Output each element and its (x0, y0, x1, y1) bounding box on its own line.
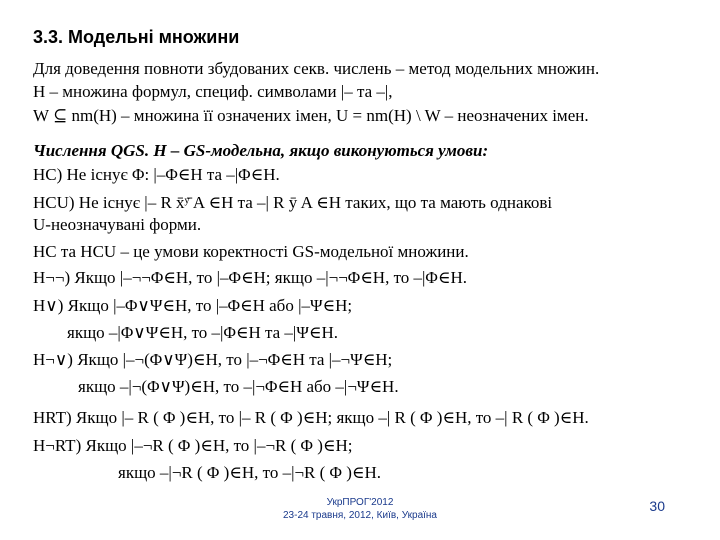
text-line-1: Для доведення повноти збудованих секв. числень – метод модельних множин. (33, 59, 600, 78)
text-line-13: якщо –|¬(Φ∨Ψ)∈H, то –|¬Φ∈H або –|¬Ψ∈H. (78, 377, 399, 396)
text-line-15: H¬RT) Якщо |–¬R ( Φ )∈H, то |–¬R ( Φ )∈H; (33, 436, 353, 455)
slide-title: 3.3. Модельні множини (33, 27, 240, 47)
text-line-4: Числення QGS. H – GS-модельна, якщо виконуються умови: (33, 141, 489, 160)
footer-conference: УкрПРОГ'2012 (326, 497, 394, 508)
text-line-10: H∨) Якщо |–Φ∨Ψ∈H, то |–Φ∈H або |–Ψ∈H; (33, 296, 353, 315)
text-line-3: W ⊆ nm(H) – множина її означених імен, U = nm(H) \ W – неозначених імен. (33, 106, 589, 125)
text-line-9: H¬¬) Якщо |–¬¬Φ∈H, то |–Φ∈H; якщо –|¬¬Φ∈H, то –|Φ∈H. (33, 268, 467, 287)
text-line-2: H – множина формул, специф. символами |– та –|, (33, 82, 393, 101)
text-line-14: HRT) Якщо |– R ( Φ )∈H, то |– R ( Φ )∈H; якщо –| R ( Φ )∈H, то –| R ( Φ )∈H. (33, 408, 589, 427)
footer-date-place: 23-24 травня, 2012, Київ, Україна (283, 510, 437, 521)
text-line-5: HC) Не існує Φ: |–Φ∈H та –|Φ∈H. (33, 165, 280, 184)
page-number: 30 (649, 498, 665, 514)
text-line-8: HC та HCU – це умови коректності GS-модельної множини. (33, 242, 469, 261)
text-line-11: якщо –|Φ∨Ψ∈H, то –|Φ∈H та –|Ψ∈H. (67, 323, 338, 342)
text-line-7: U-неозначувані форми. (33, 215, 202, 234)
text-line-6: HCU) Не існує |– R x̄ʸ̄ A ∈H та –| R ȳ A ∈H таких, що та мають однакові (33, 193, 553, 212)
text-line-12: H¬∨) Якщо |–¬(Φ∨Ψ)∈H, то |–¬Φ∈H та |–¬Ψ∈H; (33, 350, 393, 369)
text-line-16: якщо –|¬R ( Φ )∈H, то –|¬R ( Φ )∈H. (118, 463, 382, 482)
